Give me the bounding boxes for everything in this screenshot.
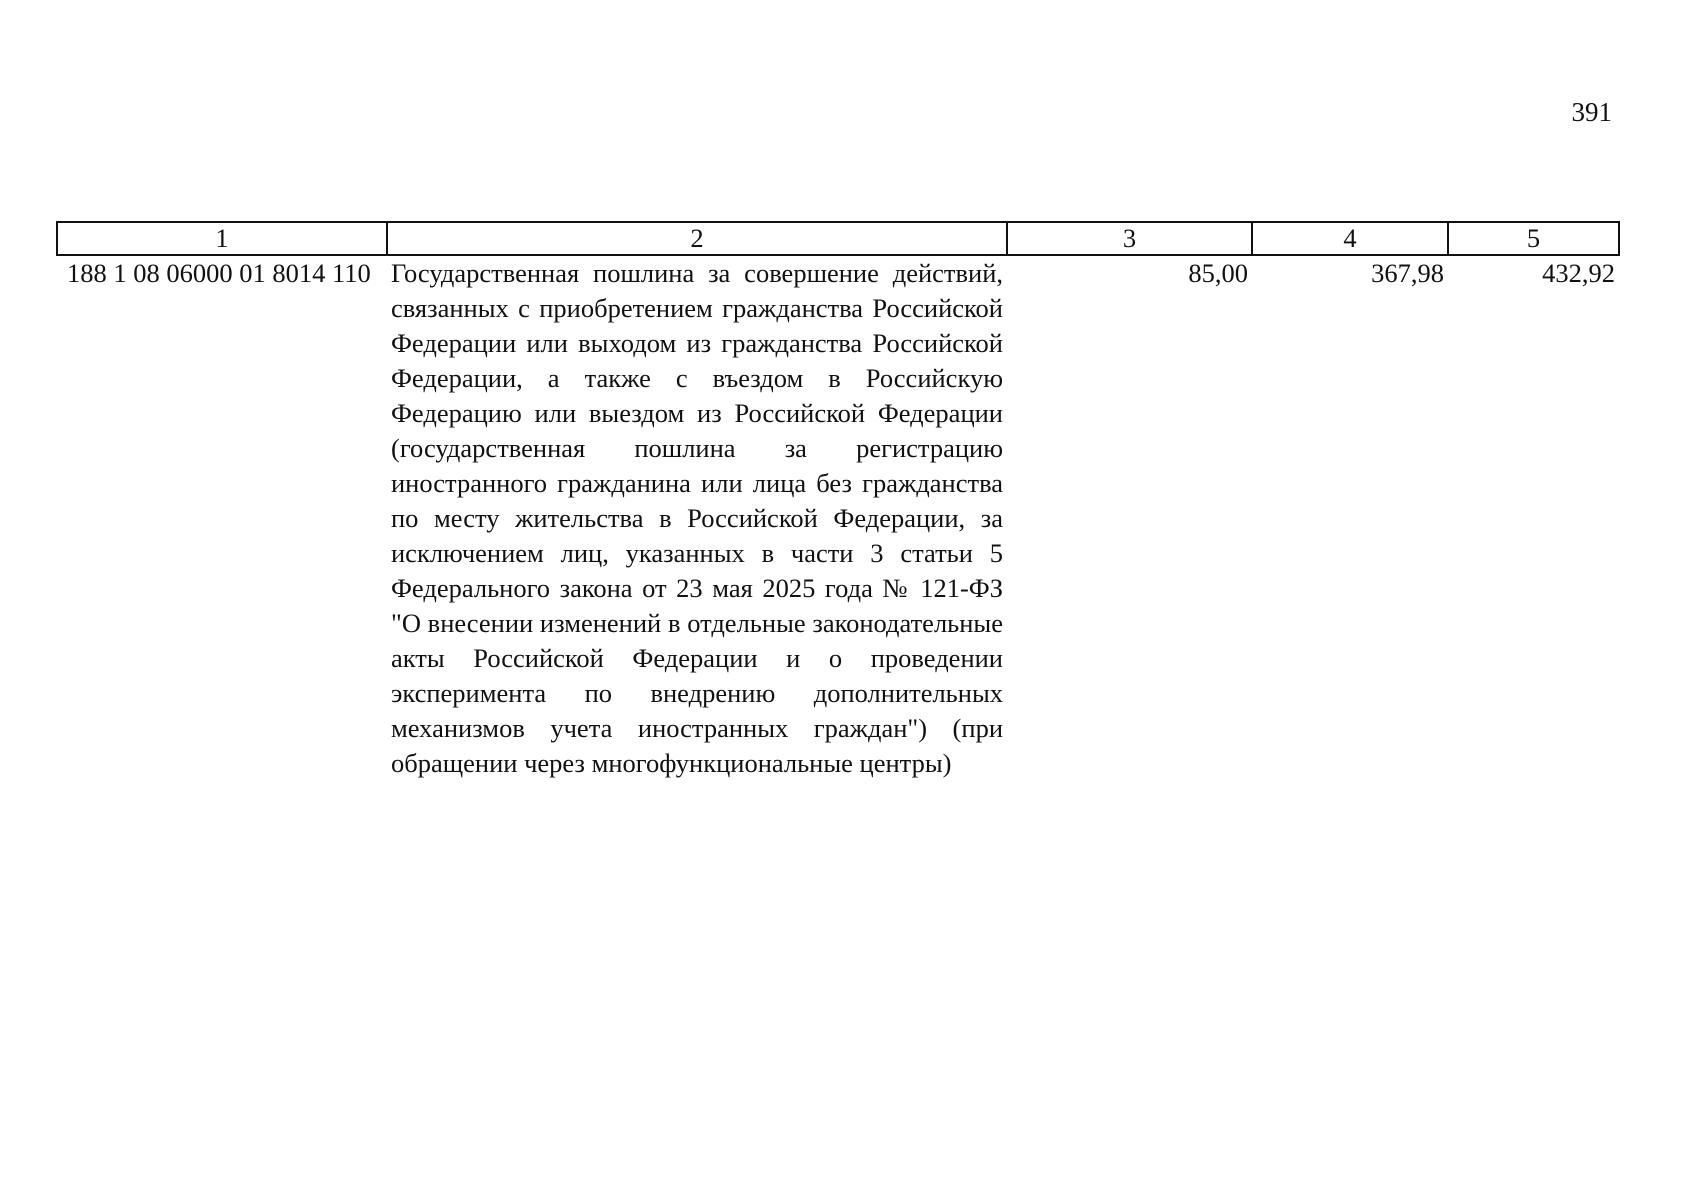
column-header-2: 2 bbox=[387, 222, 1007, 255]
column-header-4: 4 bbox=[1252, 222, 1448, 255]
column-header-5: 5 bbox=[1448, 222, 1619, 255]
column-header-1: 1 bbox=[57, 222, 387, 255]
amount-column-3: 85,00 bbox=[1188, 258, 1248, 288]
budget-table bbox=[56, 221, 1620, 781]
column-header-3: 3 bbox=[1007, 222, 1252, 255]
table-row bbox=[57, 255, 1619, 781]
revenue-description: Государственная пошлина за совершение действий, связанных с приобретением гражданства Российской Федерации или выходом из гражданства Российской Федерации, а также с въездом в Российскую Федерацию или выездом из Российской Федерации (государственная пошлина за регистрацию иностранного гражданина или лица без гражданства по месту жительства в Российской Федерации, за исключением лиц, указанных в части 3 статьи 5 Федерального закона от 23 мая 2025 года № 121-ФЗ "О внесении изменений в отдельные законодательные акты Российской Федерации и о проведении эксперимента по внедрению дополнительных механизмов учета иностранных граждан") (при обращении через многофункциональные центры) bbox=[391, 258, 1003, 778]
table-header-row bbox=[57, 222, 1619, 255]
amount-column-5: 432,92 bbox=[1542, 258, 1615, 288]
budget-classification-code: 188 1 08 06000 01 8014 110 bbox=[67, 258, 371, 288]
page-number: 391 bbox=[1571, 97, 1612, 127]
amount-column-4: 367,98 bbox=[1371, 258, 1444, 288]
